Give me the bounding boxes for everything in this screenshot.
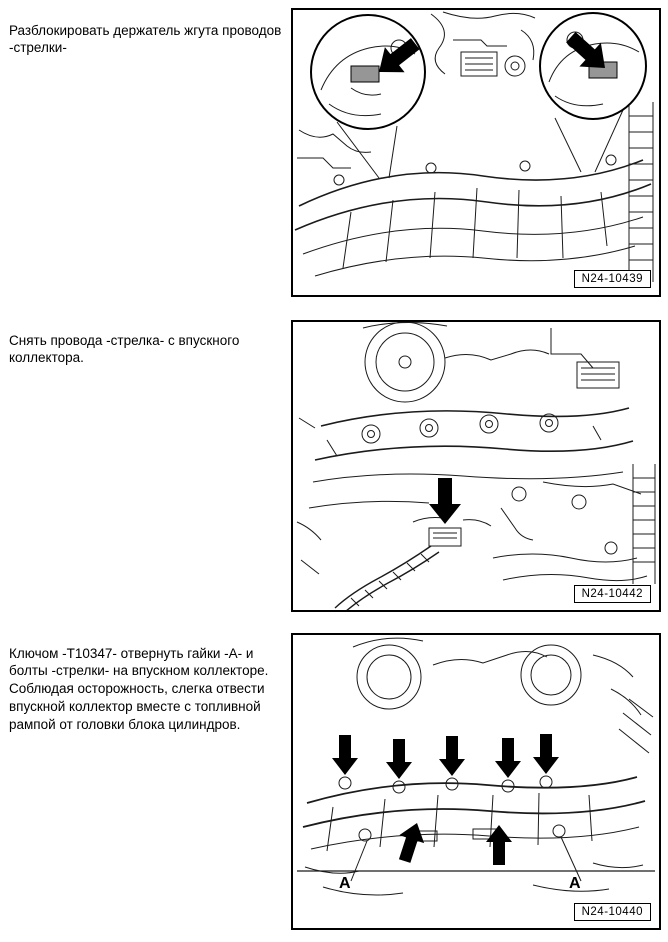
callout-label-a-right: A	[569, 875, 581, 892]
engine-illustration-harness-holder	[293, 10, 659, 295]
instruction-step-1: Разблокировать держатель жгута проводов -стрелки-	[9, 22, 282, 56]
figure-label: N24-10440	[574, 903, 651, 921]
figure-manifold-bolts	[291, 633, 661, 930]
figure-remove-wires	[291, 320, 661, 612]
instruction-step-3: Ключом -T10347- отвернуть гайки -A- и болты -стрелки- на впускном коллекторе. Соблюдая осторожность, слегка отвести впускной коллектор вместе с топливной рампой от головки блока цилиндров.	[9, 645, 269, 732]
arrow-icon	[439, 736, 465, 776]
figure-label: N24-10439	[574, 270, 651, 288]
callout-label-a-left: A	[339, 875, 351, 892]
arrow-icon	[332, 735, 358, 775]
instruction-step-2: Снять провода -стрелка- с впускного коллектора.	[9, 332, 240, 366]
arrow-icon	[392, 819, 429, 865]
arrow-icon	[533, 734, 559, 774]
arrow-icon	[386, 739, 412, 779]
figure-label: N24-10442	[574, 585, 651, 603]
arrow-icon	[495, 738, 521, 778]
engine-illustration-remove-wires	[293, 322, 659, 610]
figure-harness-holder	[291, 8, 661, 297]
